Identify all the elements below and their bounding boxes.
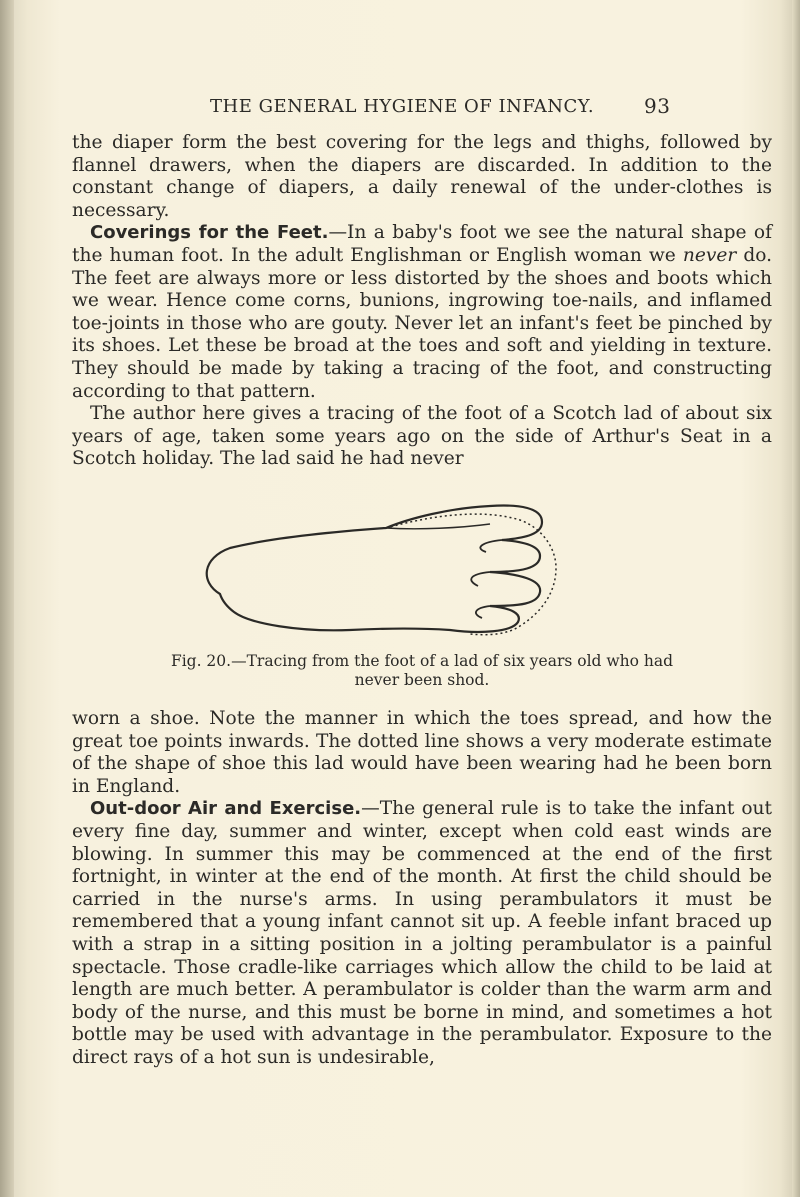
text-block-top xyxy=(72,132,772,471)
toe-line-1 xyxy=(480,540,502,552)
paragraph-feet-emphasis: never xyxy=(682,244,737,266)
section-heading-feet: Coverings for the Feet. xyxy=(90,222,329,244)
text-block-bottom xyxy=(72,708,772,1070)
page-edge-shadow xyxy=(792,0,800,1197)
caption-line-1: Fig. 20.—Tracing from the foot of a lad of six years old who had xyxy=(170,652,674,670)
shoe-dotted-outline xyxy=(386,514,556,635)
toe-line-2 xyxy=(471,572,490,586)
paragraph-feet-text-a: —In a baby's foot we see the natural shape of the human foot. In the adult Englishman or English woman we xyxy=(72,222,772,266)
page-gutter-shadow xyxy=(0,0,14,1197)
paragraph-outdoor xyxy=(72,798,772,1069)
foot-outline xyxy=(207,506,542,632)
paragraph-diapers: the diaper form the best covering for the legs and thighs, followed by flannel drawers, when the diapers are discarded. In addition to the constant change of diapers, a daily renewal of the under-clothes is necessary. xyxy=(72,132,772,221)
header-title: THE GENERAL HYGIENE OF INFANCY. xyxy=(210,96,595,117)
section-heading-outdoor: Out-door Air and Exercise. xyxy=(90,798,362,820)
paragraph-outdoor-text: —The general rule is to take the infant out every fine day, summer and winter, except when cold east winds are blowing. In summer this may be commenced at the end of the first fortnight, in winter at the end of the month. At first the child should be carried in the nurse's arms. In using perambulators it must be remembered that a young infant cannot sit up. A feeble infant braced up with a strap in a sitting position in a jolting perambulator is a painful spectacle. Those cradle-like carriages which allow the child to be laid at length are much better. A perambulator is colder than the warm arm and body of the nurse, and this must be borne in mind, and sometimes a hot bottle may be used with advantage in the perambulator. Exposure to the direct rays of a hot sun is undesirable, xyxy=(72,798,772,1068)
foot-tracing-figure xyxy=(190,494,590,644)
paragraph-tracing: The author here gives a tracing of the foot of a Scotch lad of about six years of age, taken some years ago on the side of Arthur's Seat in a Scotch holiday. The lad said he had never xyxy=(72,403,772,470)
toe-line-3 xyxy=(476,606,490,618)
paragraph-feet-text-b: do. The feet are always more or less distorted by the shoes and boots which we wear. Hence come corns, bunions, ingrowing toe-nails, and inflamed toe-joints in those who are gouty. Never let an infant's feet be pinched by its shoes. Let these be broad at the toes and soft and yielding in texture. They should be made by taking a tracing of the foot, and constructing according to that pattern. xyxy=(72,244,772,402)
page-number: 93 xyxy=(644,94,671,118)
paragraph-feet xyxy=(72,222,772,403)
caption-line-2: never been shod. xyxy=(354,671,490,689)
paragraph-shoe: worn a shoe. Note the manner in which the toes spread, and how the great toe points inwards. The dotted line shows a very moderate estimate of the shape of shoe this lad would have been wearing had he been born in England. xyxy=(72,708,772,797)
figure-caption xyxy=(72,652,772,690)
